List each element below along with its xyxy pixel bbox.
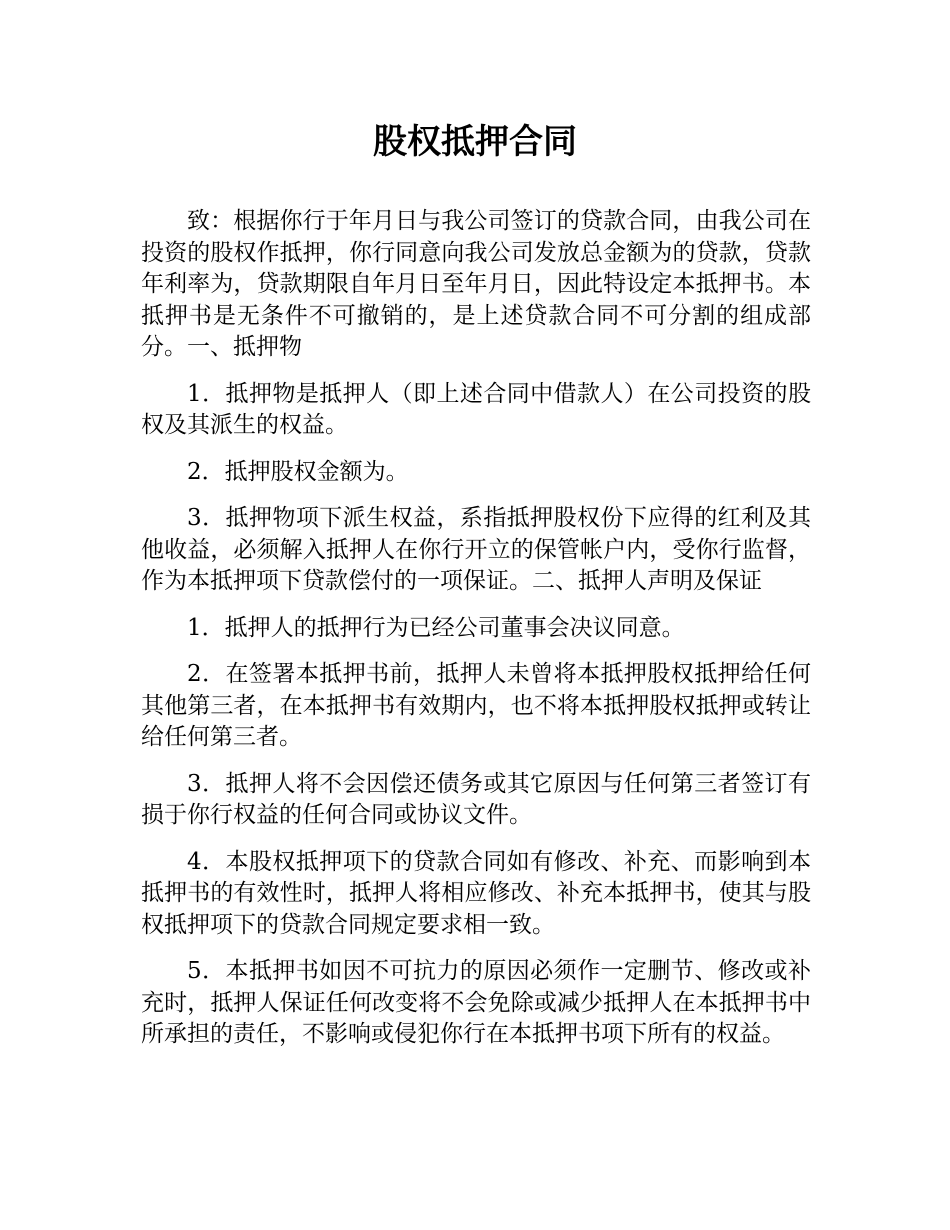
paragraph-intro: 致：根据你行于年月日与我公司签订的贷款合同，由我公司在投资的股权作抵押，你行同意向我公司发放总金额为的贷款，贷款年利率为，贷款期限自年月日至年月日，因此特设定本抵押书。本抵押书是无条件不可撤销的，是上述贷款合同不可分割的组成部分。一、抵押物 [141, 208, 811, 360]
paragraph-item: 5．本抵押书如因不可抗力的原因必须作一定删节、修改或补充时，抵押人保证任何改变将不会免除或减少抵押人在本抵押书中所承担的责任，不影响或侵犯你行在本抵押书项下所有的权益。 [141, 958, 811, 1047]
document-body [141, 206, 811, 1066]
paragraph-item: 2．抵押股权金额为。 [187, 458, 409, 485]
paragraph-item: 1．抵押人的抵押行为已经公司董事会决议同意。 [187, 614, 685, 641]
paragraph-item: 2．在签署本抵押书前，抵押人未曾将本抵押股权抵押给任何其他第三者，在本抵押书有效期内，也不将本抵押股权抵押或转让给任何第三者。 [141, 661, 811, 750]
paragraph-item: 3．抵押物项下派生权益，系指抵押股权份下应得的红利及其他收益，必须解入抵押人在你行开立的保管帐户内，受你行监督，作为本抵押项下贷款偿付的一项保证。二、抵押人声明及保证 [141, 505, 811, 594]
document-title: 股权抵押合同 [373, 122, 577, 162]
paragraph-item: 4．本股权抵押项下的贷款合同如有修改、补充、而影响到本抵押书的有效性时，抵押人将相应修改、补充本抵押书，使其与股权抵押项下的贷款合同规定要求相一致。 [141, 848, 811, 938]
paragraph-item: 1．抵押物是抵押人（即上述合同中借款人）在公司投资的股权及其派生的权益。 [141, 380, 811, 438]
paragraph-item: 3．抵押人将不会因偿还债务或其它原因与任何第三者签订有损于你行权益的任何合同或协议文件。 [141, 770, 811, 828]
